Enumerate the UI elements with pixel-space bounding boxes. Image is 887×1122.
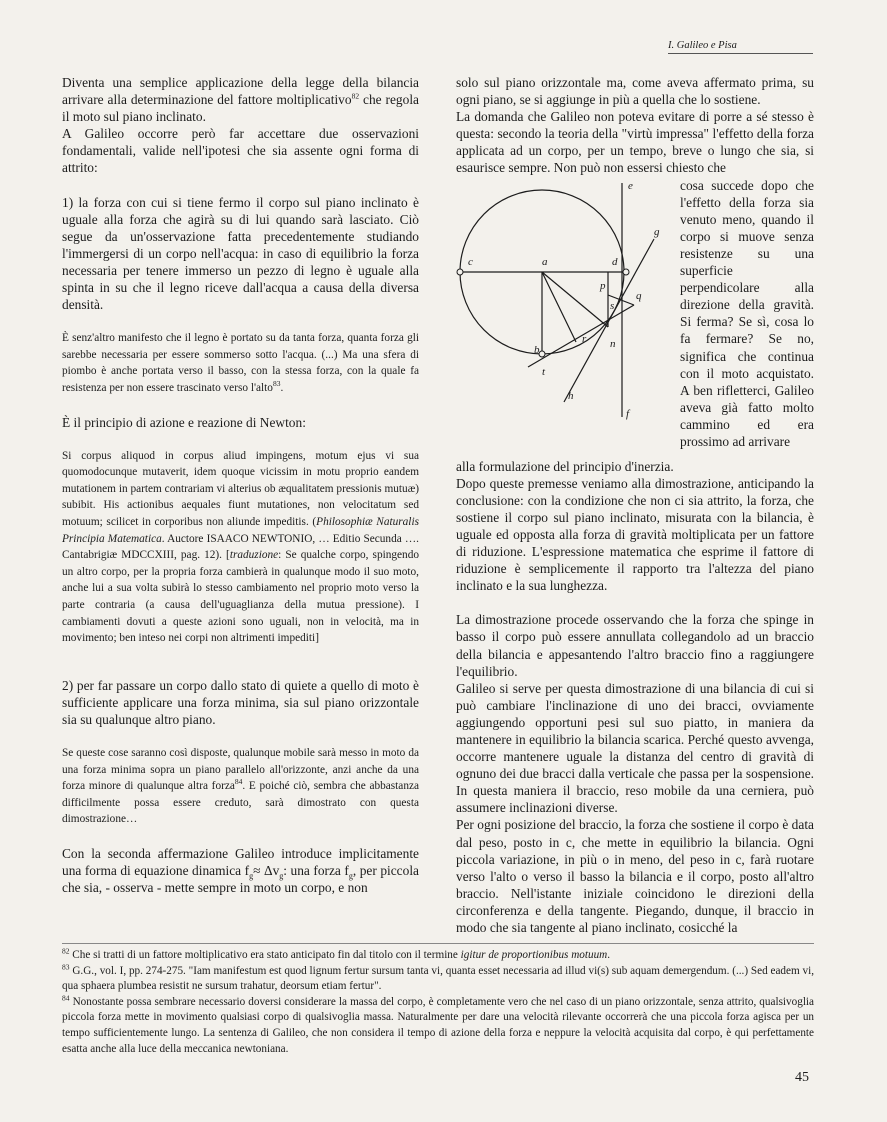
quotation: È senz'altro manifesto che il legno è portato su da tanta forza, quanta forza gli sarebbe necessaria per essere sommerso sotto l'acqua. (...) Ma una sfera di piombo è anche portata verso il basso, con la stessa forza, con la quale fa resistenza per non essere trascinato verso l'alto$^{83}$. bbox=[62, 332, 419, 394]
tangent-line bbox=[528, 305, 634, 367]
paragraph: solo sul piano orizzontale ma, come aveva affermato prima, su ogni piano, se si aggiunge in più a quella che lo sostiene. bbox=[456, 75, 814, 108]
label-p: p bbox=[600, 279, 606, 292]
point-d bbox=[623, 269, 629, 275]
label-s: s bbox=[610, 299, 615, 312]
label-t: t bbox=[542, 365, 546, 378]
radius-an bbox=[542, 272, 608, 327]
paragraph: Per ogni posizione del braccio, la forza che sostiene il corpo è data dal peso, posto in c, che mette in equilibrio la bilancia. Ogni piccola variazione, in più o in meno, del peso in c, farà ruotare verso l'alto o verso il basso la bilancia e il corpo, posto all'altro braccio. Nell'istante iniziale coincidono le direzioni della circonferenza e della tangente. Piegando, dunque, il braccio in modo che sia tangente al piano inclinato, cosicché la bbox=[456, 817, 814, 935]
footnote-84: $^{84}$ Nonostante possa sembrare necessario doversi considerare la massa del corpo, è completamente vero che nel caso di un piano orizzontale, senza attrito, qualsivoglia piccola forza mette in movimento qualsiasi corpo di qualsivoglia massa. Naturalmente per dare una velocità rilevante occorrerà che una piccola forza agisca per un tempo sufficientemente lungo. La sentenza di Galileo, che non considera il tempo di azione della forza e neppure la velocità acquisita dal corpo, è qui perfettamente esatta anche alla luce della meccanica newtoniana. bbox=[62, 993, 814, 1055]
footnote-83: $^{83}$ G.G., vol. I, pp. 274-275. "Iam manifestum est quod lignum fertur sursum tanta vi, quanta esset necessaria ad illud vi(s) sub aquam demergendum. (...) Sed eadem vi, qua sphaera plumbea resistit ne sursum trahatur, deorsum etiam fertur". bbox=[62, 961, 814, 993]
label-a: a bbox=[542, 255, 548, 268]
paragraph: Diventa una semplice applicazione della legge della bilancia arrivare alla determinazione del fattore moltiplicativo$^{82}$ che regola il moto sul piano inclinato. bbox=[62, 75, 419, 125]
label-b: b bbox=[534, 343, 540, 356]
geometry-figure bbox=[456, 177, 678, 458]
label-g: g bbox=[654, 225, 660, 238]
page-number: 45 bbox=[795, 1070, 809, 1085]
paragraph: cosa succede dopo che l'effetto della forza sia venuto meno, quando il corpo si muove senza resistenze su una superficie perpendicolare alla direzione della gravità. Si ferma? Se sì, cosa lo fa fermare? Se no, significa che continua con il moto acquistato. A ben rifletterci, Galileo aveva già fatto molto cammino ed era prossimo ad arrivare bbox=[680, 177, 814, 449]
radius-ar bbox=[542, 272, 576, 342]
label-d: d bbox=[612, 255, 618, 268]
quotation: Se queste cose saranno così disposte, qualunque mobile sarà messo in moto da una forza minima sopra un piano parallelo all'orizzonte, anzi anche da una forza minore di qualunque altra forza$^{84}$. E poiché ciò, sembra che abbastanza difficilmente possa essere creduto, sarà dimostrato con questa dimostrazione… bbox=[62, 747, 419, 826]
label-q: q bbox=[636, 289, 642, 302]
label-h: h bbox=[568, 389, 574, 402]
inclined-plane-gh bbox=[564, 239, 654, 402]
paragraph: 2) per far passare un corpo dallo stato di quiete a quello di moto è sufficiente applicare una forza minima, sia sul piano orizzontale sia su qualunque altro piano. bbox=[62, 677, 419, 727]
footnote-82: $^{82}$ Che si tratti di un fattore moltiplicativo era stato anticipato fin dal titolo con il termine igitur de proportionibus motuum. bbox=[62, 946, 611, 961]
running-head: I. Galileo e Pisa bbox=[668, 40, 813, 54]
right-column bbox=[456, 74, 814, 936]
paragraph: 1) la forza con cui si tiene fermo il corpo sul piano inclinato è uguale alla forza che agirà su di lui quando sarà lasciato. Ciò segue da un'osservazione fatta precedentemente studiando l'immergersi di un corpo nell'acqua: in caso di equilibrio la forza necessaria per tenere immerso un pezzo di legno è uguale alla spinta in su che il legno riceve dall'acqua a causa della diversa densità. bbox=[62, 194, 419, 313]
point-b bbox=[539, 351, 545, 357]
paragraph: È il principio di azione e reazione di Newton: bbox=[62, 414, 306, 430]
paragraph: alla formulazione del principio d'inerzia. bbox=[456, 458, 674, 474]
quotation: Si corpus aliquod in corpus aliud impingens, motum ejus vi sua quomodocunque mutaverit, idem quoque vicissim in motu proprio eandem mutationem in partem contrariam vi alterius ob æqualitatem pressionis mutuæ) subibit. His actionibus aequales fiunt mutationes, non velocitatum sed motuum; scilicet in corporibus non aliunde impeditis. (Philosophiæ Naturalis Principia Matematica. Auctore ISAACO NEWTONIO, … Editio Secunda …. Cantabrigiæ MDCCXIII, pag. 12). [traduzione: Se qualche corpo, spingendo un altro corpo, per la propria forza cambierà in qualunque modo il suo moto, anche lui a sua volta subirà lo stesso cambiamento nel proprio moto verso la parte contraria (a causa dell'uguaglianza della mutua pressione). I cambiamenti dovuti a queste azioni sono uguali, non in velocità, ma in movimento; ben inteso nei corpi non altrimenti impediti] bbox=[62, 449, 419, 645]
label-f: f bbox=[626, 407, 630, 420]
paragraph: La dimostrazione procede osservando che la forza che spinge in basso il corpo può essere annullata collegandolo ad un braccio della bilancia e appesantendo l'altro braccio fino a raggiungere l'equilibrio. bbox=[456, 612, 814, 679]
label-e: e bbox=[628, 179, 633, 192]
left-column bbox=[62, 74, 419, 896]
label-c: c bbox=[468, 255, 473, 268]
paragraph: La domanda che Galileo non poteva evitare di porre a sé stesso è questa: secondo la teoria della "virtù impressa" l'effetto della forza applicata ad un corpo, per un tempo, breve o lungo che sia, si esaurisce sempre. Non può non essersi chiesto che bbox=[456, 109, 814, 176]
paragraph: Con la seconda affermazione Galileo introduce implicitamente una forma di equazione dinamica $f_g\approx \Delta v_g$: una forza $f_g$, per piccola che sia, - osserva - mette sempre in moto un corpo, e non bbox=[62, 846, 419, 896]
point-c bbox=[457, 269, 463, 275]
footnotes bbox=[62, 943, 814, 1057]
paragraph: Galileo si serve per questa dimostrazione di una bilancia di cui si può cambiare l'inclinazione di uno dei bracci, ovviamente aggiungendo opportuni pesi sul suo piatto, in maniera da mantenere in equilibrio la bilancia scarica. Perché questo avvenga, occorre mantenere uguale la distanza del centro di gravità di ognuno dei due bracci dalla verticale che passa per la sospensione. In questa maniera il braccio, reso mobile da una cerniera, può assumere inclinazioni diverse. bbox=[456, 680, 814, 816]
label-n: n bbox=[610, 337, 616, 350]
paragraph: Dopo queste premesse veniamo alla dimostrazione, anticipando la conclusione: con la condizione che non ci sia attrito, la forza, che sostiene il corpo sul piano inclinato, misurata con la bilancia, è uguale ed opposta alla forza di gravità moltiplicata per un fattore di riduzione. L'espressione matematica che esprime il fattore di riduzione è semplicemente il rapporto tra l'altezza del piano inclinato e la sua lunghezza. bbox=[456, 475, 814, 594]
paragraph: A Galileo occorre però far accettare due osservazioni fondamentali, valide nell'ipotesi che sia assente ogni forma di attrito: bbox=[62, 126, 419, 176]
label-r: r bbox=[582, 332, 587, 345]
